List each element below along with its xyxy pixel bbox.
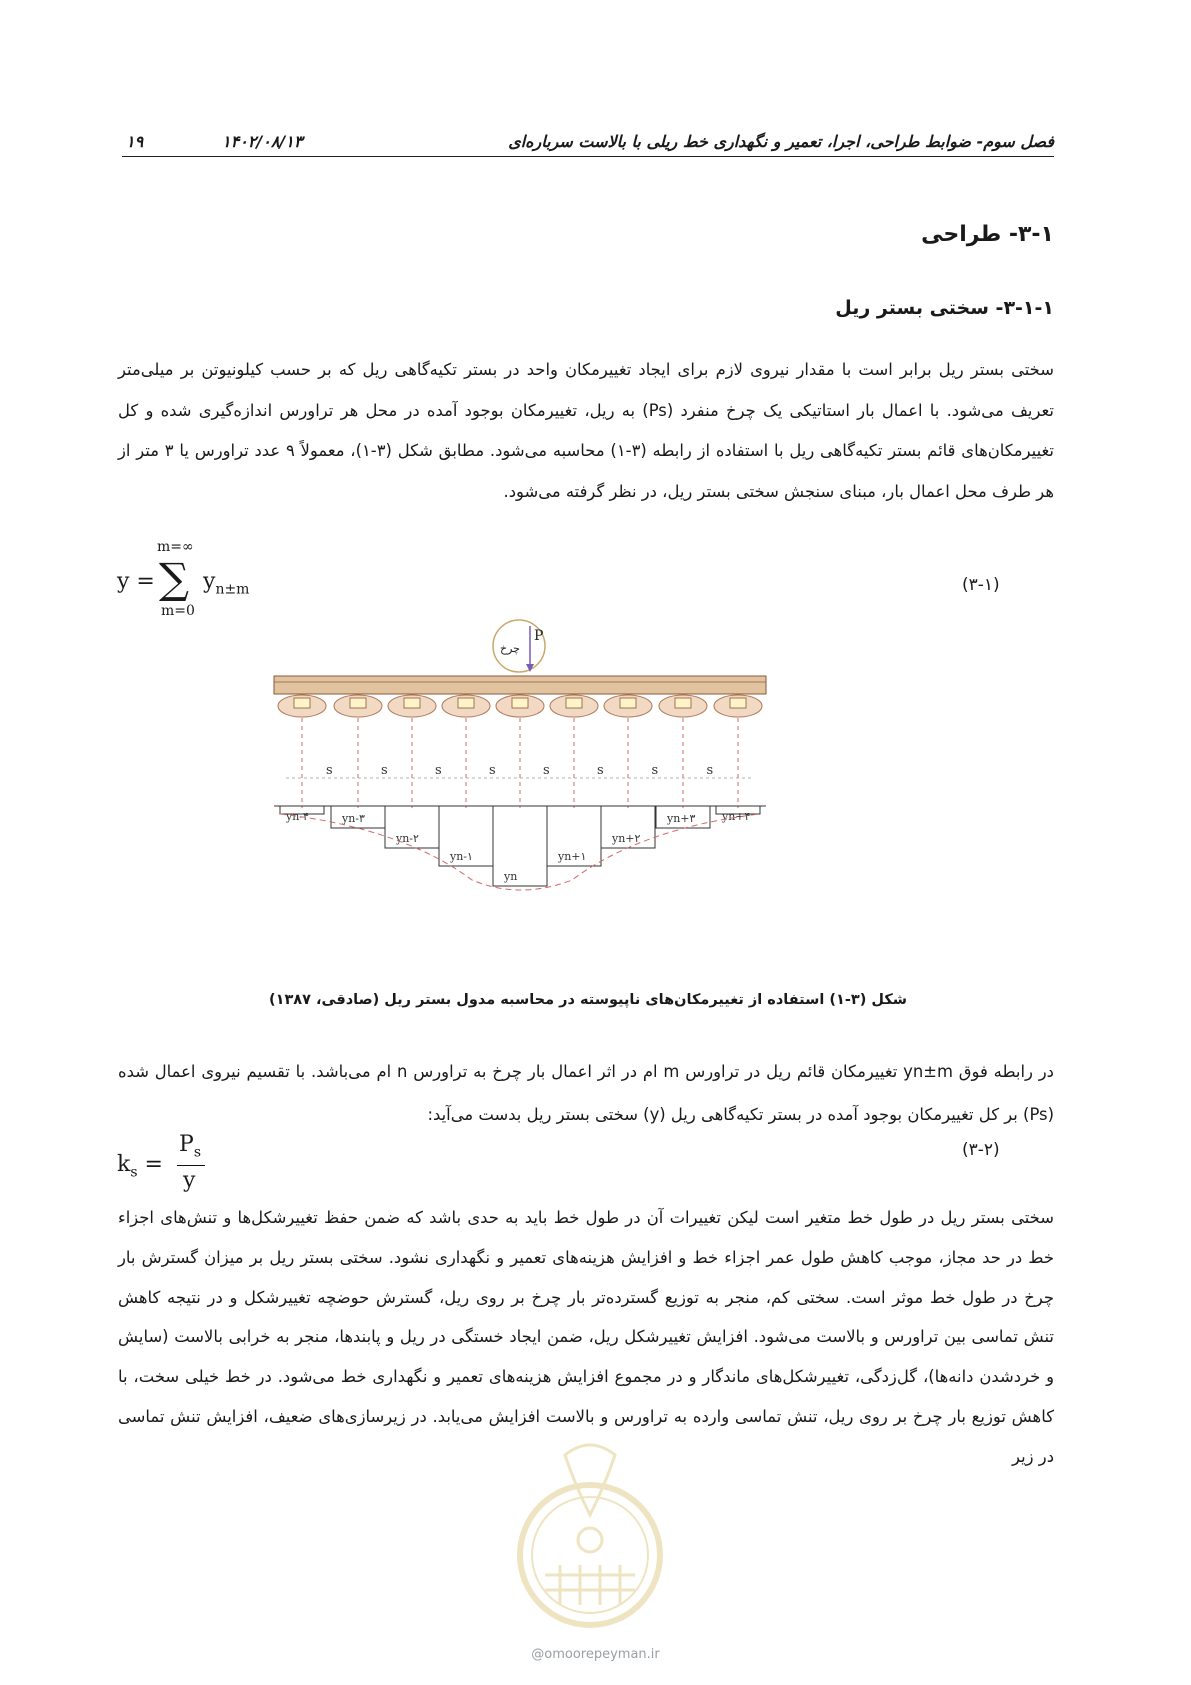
fraction-bar [177,1165,205,1166]
equation-2-number: (۳-۲) [962,1140,1000,1160]
deflection-bar [493,806,547,886]
paragraph-3: سختی بستر ریل در طول خط متغیر است لیکن تغییرات آن در طول خط باید به حدی باشد که ضمن حفظ تغییرشکل‌ها و تنش‌های اجزاء خط در حد مجاز، موجب کاهش طول عمر اجزاء خط و افزایش هزینه‌های تعمیر و نگهداری نشود. سختی بستر ریل بر میزان گسترش بار چرخ در طول خط موثر است. سختی کم، منجر به توزیع گسترده‌تر بار چرخ بر روی ریل، گسترش حوضچه تغییرشکل و در نتیجه کاهش تنش تماسی بین تراورس و بالاست می‌شود. افزایش تغییرشکل ریل، ضمن ایجاد خستگی در ریل و پابندها، منجر به خرابی بالاست (سایش و خردشدن دانه‌ها)، گل‌زدگی، تغییرشکل‌های ماندگار و در مجموع افزایش هزینه‌های تعمیر و نگهداری خط می‌شود. در خط خیلی سخت، با کاهش توزیع بار چرخ بر روی ریل، تنش تماسی وارده به تراورس و بالاست افزایش می‌یابد. در زیرسازی‌های ضعیف، افزایش تنش تماسی در زیر [118,1208,1054,1466]
chapter-title: فصل سوم- ضوابط طراحی، اجرا، تعمیر و نگهداری خط ریلی با بالاست سرباره‌ای [508,132,1054,151]
deflection-label: yn+۳ [667,812,696,825]
eq2-lhs: $k_s$ = [117,1152,163,1181]
header-date: ۱۴۰۲/۰۸/۱۳ [222,132,303,151]
subsection-heading: ۳-۱-۱- سختی بستر ریل [835,297,1054,319]
equation-2 [117,1132,217,1202]
equation-1 [117,539,277,645]
deflection-label: yn-۲ [396,832,419,845]
deflection-label: yn+۴ [722,810,751,823]
wheel-label: چرخ [500,642,520,655]
sleeper [675,698,691,708]
spacing-label: s [381,763,388,778]
eq1-upper-limit: m=∞ [157,539,194,555]
spacing-label: s [543,763,550,778]
load-label: P [534,628,544,644]
eq1-lower-limit: m=0 [161,603,195,619]
paragraph-1: سختی بستر ریل برابر است با مقدار نیروی لازم برای ایجاد تغییرمکان واحد در بستر تکیه‌گاهی ریل که بر حسب کیلونیوتن بر میلی‌متر تعریف می‌شود. با اعمال بار استاتیکی یک چرخ منفرد (Ps) به ریل، تغییرمکان بوجود آمده در محل هر تراورس اندازه‌گیری شده و کل تغییرمکان‌های قائم بستر تکیه‌گاهی ریل با استفاده از رابطه (۳-۱) محاسبه می‌شود. مطابق شکل (۳-۱)، معمولاً ۹ عدد تراورس یا ۳ متر از هر طرف محل اعمال بار، مبنای سنجش سختی بستر ریل، در نظر گرفته می‌شود. [118,360,1054,501]
running-header [122,130,1054,157]
rail [274,676,766,694]
eq1-lhs: y = [117,569,155,594]
spacing-label: s [326,763,333,778]
deflection-label: yn-۳ [342,812,365,825]
spacing-label: s [597,763,604,778]
sleeper [350,698,366,708]
sleeper [458,698,474,708]
spacing-label: s [489,763,496,778]
website-watermark: @omoorepeyman.ir [531,1647,660,1662]
sleeper [730,698,746,708]
spacing-label: s [435,763,442,778]
paragraph-2: در رابطه فوق yn±m تغییرمکان قائم ریل در تراورس m ام در اثر اعمال بار چرخ به تراورس n ام می‌باشد. با تقسیم نیروی اعمال شده (Ps) بر کل تغییرمکان بوجود آمده در بستر تکیه‌گاهی ریل (y) سختی بستر ریل بدست می‌آید: [118,1062,1054,1124]
sleeper [566,698,582,708]
deflection-label: yn-۱ [450,850,473,863]
watermark-logo [505,1425,675,1635]
sleeper [294,698,310,708]
deflection-curve [280,814,760,890]
eq1-term: $y_{n\pm m}$ [203,569,250,598]
page-number: ۱۹ [126,132,144,151]
spacing-label: s [651,763,659,778]
figure-caption: شکل (۳-۱) استفاده از تغییرمکان‌های ناپیوسته در محاسبه مدول بستر ریل (صادقی، ۱۳۸۷) [268,992,908,1008]
deflection-label: yn+۱ [558,850,587,863]
deflection-label: yn-۴ [286,810,309,823]
sigma-symbol: ∑ [159,554,189,603]
equation-1-number: (۳-۱) [962,575,1000,595]
sleeper [512,698,528,708]
section-heading: ۳-۱- طراحی [921,222,1054,247]
sleeper [404,698,420,708]
sleeper [620,698,636,708]
eq2-denominator: y [183,1168,196,1193]
deflection-label: yn+۲ [612,832,641,845]
sleeper-deflection-figure [272,618,792,908]
eq2-numerator: $P_s$ [179,1132,201,1161]
spacing-label: s [706,763,714,778]
deflection-label: yn [504,870,518,883]
